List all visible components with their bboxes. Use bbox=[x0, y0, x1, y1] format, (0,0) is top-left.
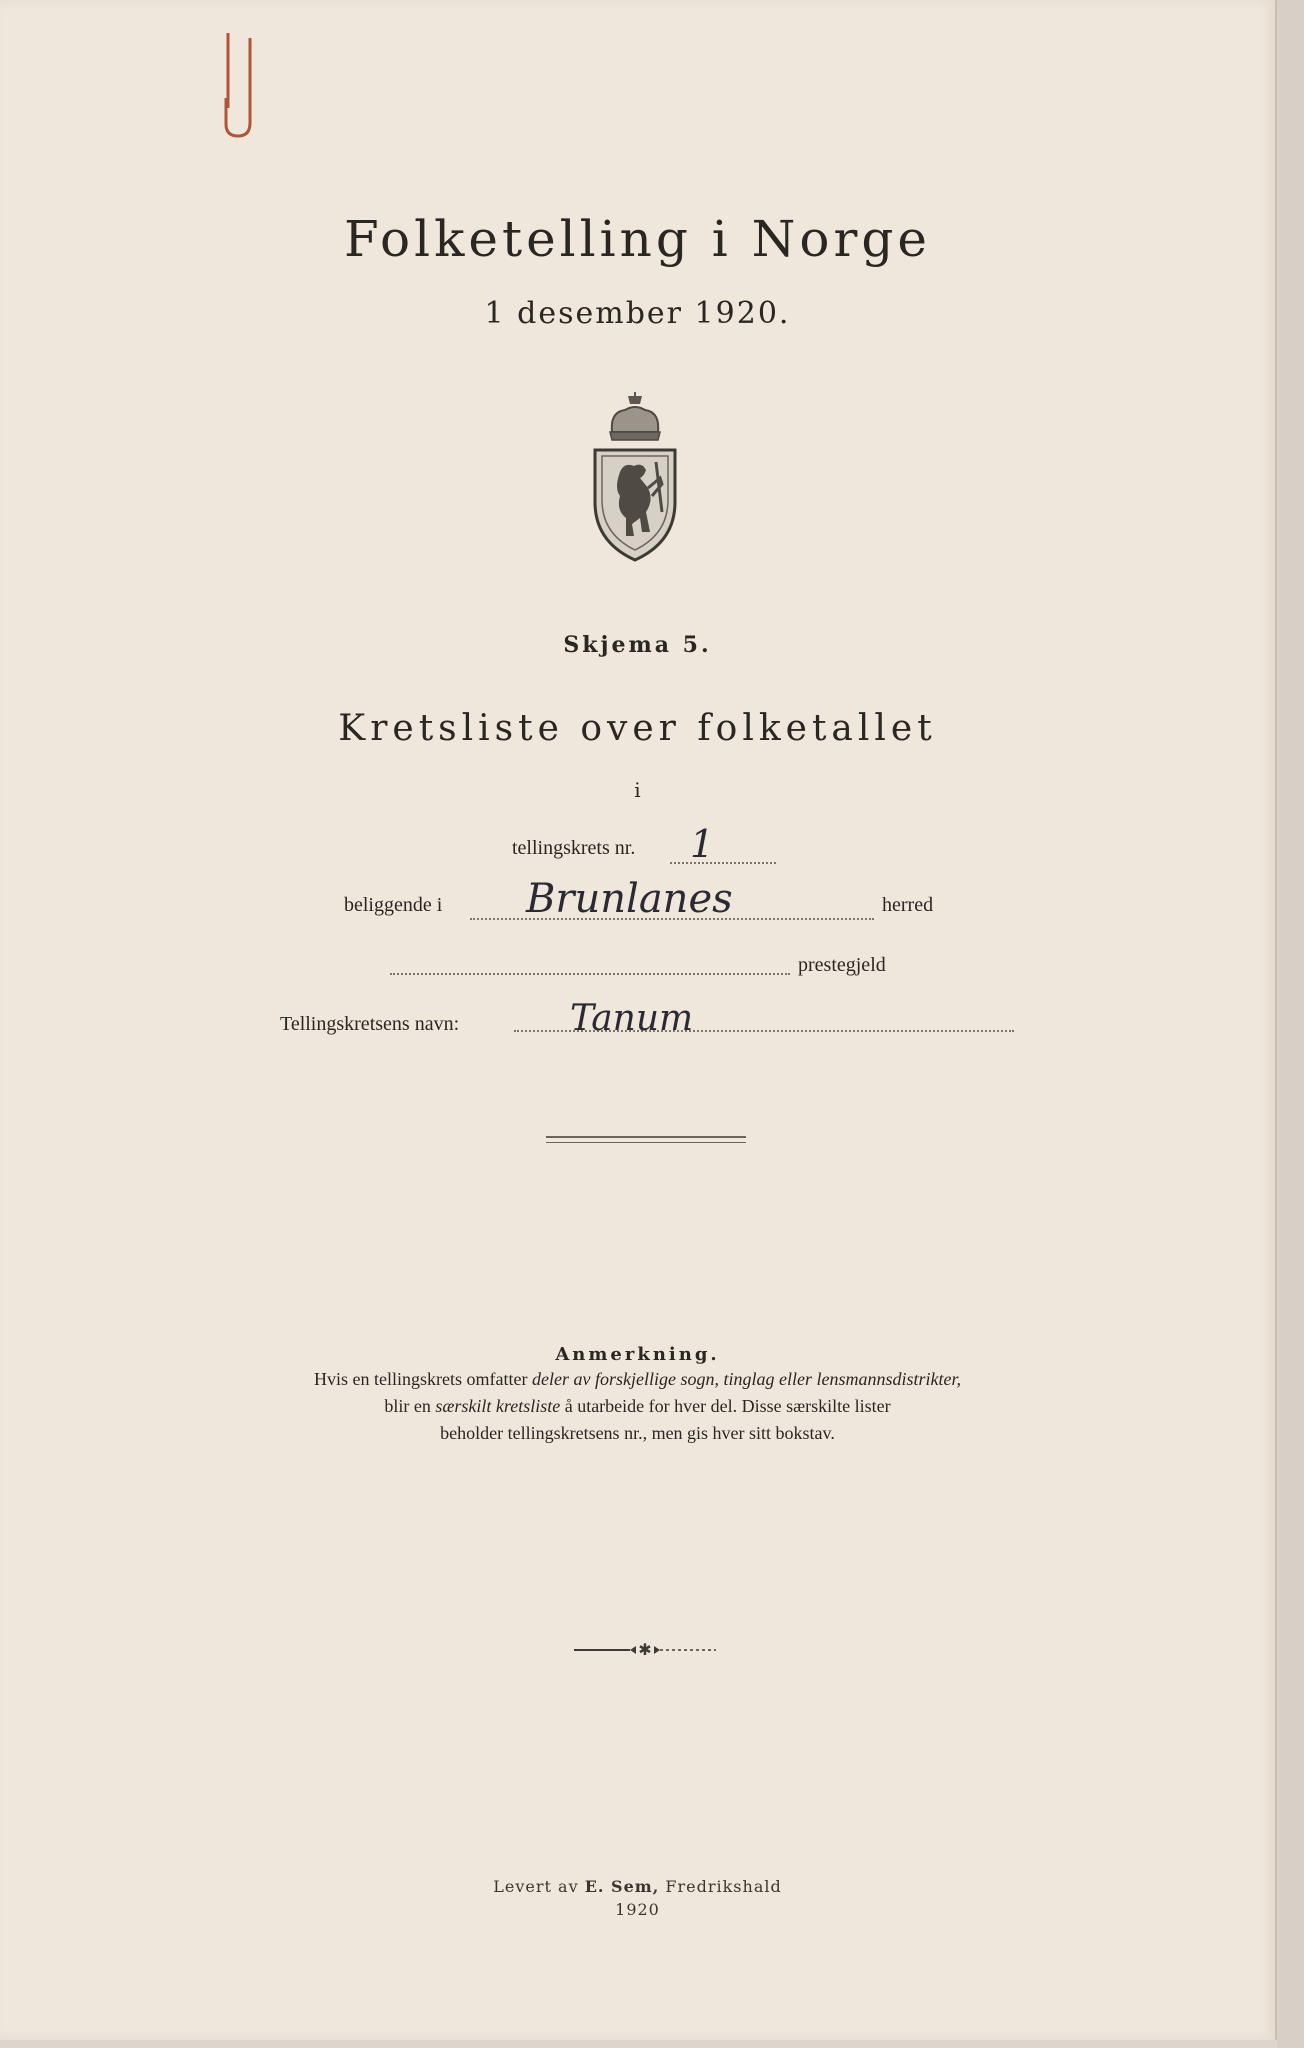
tellingskrets-line bbox=[670, 862, 776, 864]
note-line-1 bbox=[0, 1366, 1275, 1393]
herred-label: herred bbox=[882, 894, 934, 916]
note-line-3: beholder tellingskretsens nr., men gis hver sitt bokstav. bbox=[440, 1423, 835, 1443]
prestegjeld-label: prestegjeld bbox=[798, 954, 886, 976]
svg-text:✱: ✱ bbox=[638, 1640, 652, 1659]
census-date: 1 desember 1920. bbox=[484, 296, 791, 331]
note-line-2-text-a: blir en bbox=[384, 1396, 436, 1416]
tellingskrets-label: tellingskrets nr. bbox=[512, 837, 636, 859]
tellingskrets-value: 1 bbox=[690, 822, 715, 866]
beliggende-label: beliggende i bbox=[344, 894, 443, 916]
divider-top bbox=[546, 1136, 746, 1138]
ornament-icon bbox=[570, 1640, 720, 1660]
paper-clip-mark-icon bbox=[220, 28, 260, 138]
note-line-1-italic: deler av forskjellige sogn, tinglag eller lensmannsdistrikter, bbox=[532, 1369, 961, 1389]
note-line-2 bbox=[0, 1393, 1275, 1420]
printer-credit-prefix: Levert av bbox=[493, 1877, 585, 1896]
print-year: 1920 bbox=[615, 1900, 660, 1919]
printer-credit bbox=[0, 1877, 1275, 1896]
note-title: Anmerkning. bbox=[555, 1344, 720, 1365]
form-heading: Kretsliste over folketallet bbox=[338, 708, 937, 749]
schema-number: Skjema 5. bbox=[563, 632, 712, 658]
beliggende-value: Brunlanes bbox=[526, 876, 733, 922]
printer-name: E. Sem, bbox=[584, 1877, 660, 1896]
printer-city: Fredrikshald bbox=[659, 1877, 782, 1896]
page-edge bbox=[1277, 0, 1304, 2048]
note-line-2-text-c: å utarbeide for hver del. Disse særskilte lister bbox=[560, 1396, 891, 1416]
norwegian-coat-of-arms-icon bbox=[590, 392, 680, 564]
page-title: Folketelling i Norge bbox=[344, 210, 931, 268]
note-line-1-text: Hvis en tellingskrets omfatter bbox=[314, 1369, 532, 1389]
note-line-2-italic: særskilt kretsliste bbox=[435, 1396, 561, 1416]
divider-bottom bbox=[546, 1142, 746, 1143]
prestegjeld-line bbox=[390, 973, 790, 975]
navn-value: Tanum bbox=[570, 998, 694, 1039]
connector-word: i bbox=[634, 778, 641, 802]
navn-label: Tellingskretsens navn: bbox=[280, 1013, 460, 1035]
